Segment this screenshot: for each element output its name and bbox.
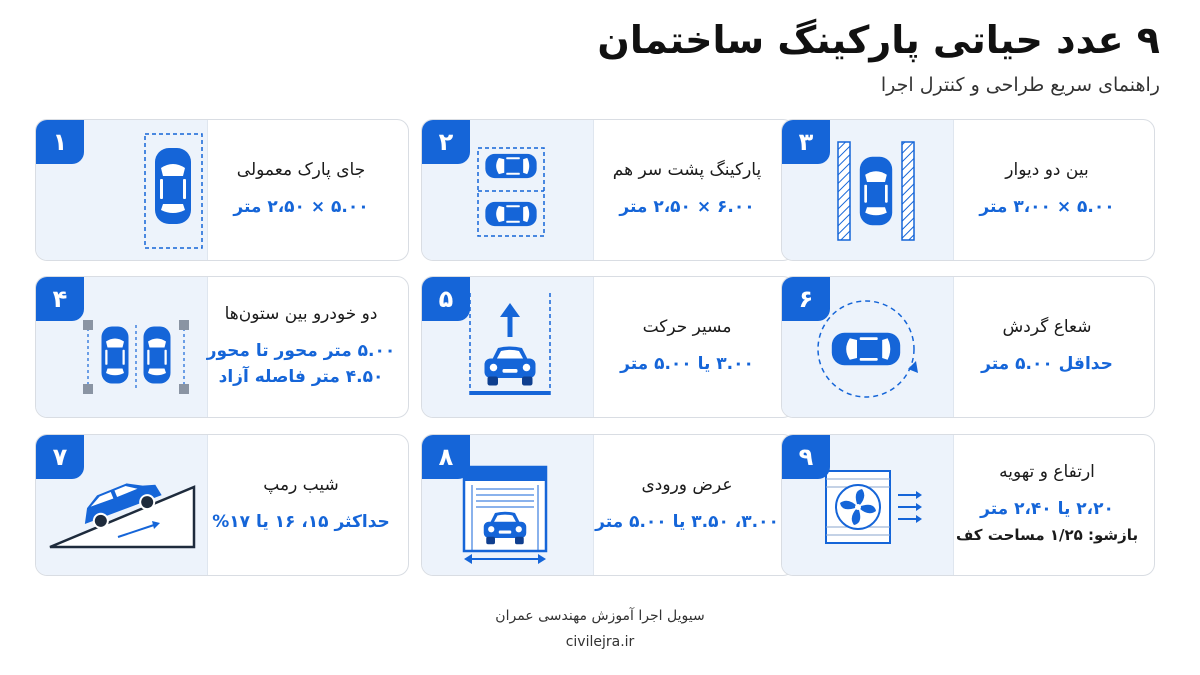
card-title: ارتفاع و تهویه (999, 462, 1095, 482)
footer-website-link[interactable]: civilejra.ir (565, 634, 635, 650)
card-number-badge: ۲ (422, 120, 470, 164)
card-title: دو خودرو بین ستون‌ها (224, 304, 378, 324)
card-value: ۲،۲۰ یا ۲،۴۰ متر (980, 499, 1114, 519)
card-value: ۵.۰۰ × ۲،۵۰ متر (233, 197, 369, 217)
card-title: پارکینگ پشت سر هم (612, 160, 762, 180)
card-number-badge: ۵ (422, 277, 470, 321)
card-number-badge: ۶ (782, 277, 830, 321)
card-title: عرض ورودی (641, 475, 733, 495)
card-1 (35, 119, 409, 261)
card-value-secondary: بازشو: ۱/۲۵ مساحت کف (955, 526, 1139, 544)
card-value: ۶.۰۰ × ۲،۵۰ متر (619, 197, 755, 217)
card-number-badge: ۸ (422, 435, 470, 479)
card-title: شعاع گردش (1002, 317, 1092, 337)
card-title: بین دو دیوار (1005, 160, 1089, 180)
card-title: شیب رمپ (263, 475, 339, 495)
card-number-badge: ۴ (36, 277, 84, 321)
card-number-badge: ۱ (36, 120, 84, 164)
page-subtitle: راهنمای سریع طراحی و کنترل اجرا (880, 74, 1160, 96)
card-value: ۵.۰۰ × ۳،۰۰ متر (979, 197, 1115, 217)
card-value: حداکثر ۱۵، ۱۶ یا ۱۷% (212, 512, 390, 532)
card-value-secondary: ۴.۵۰ متر فاصله آزاد (218, 367, 384, 387)
card-6 (781, 276, 1155, 418)
footer-brand: سیویل اجرا آموزش مهندسی عمران (495, 608, 705, 624)
card-value: ۳.۰۰، ۳.۵۰ یا ۵.۰۰ متر (595, 512, 779, 532)
card-7 (35, 434, 409, 576)
card-value: ۵.۰۰ متر محور تا محور (206, 341, 396, 361)
card-number-badge: ۷ (36, 435, 84, 479)
card-value: ۳.۰۰ یا ۵.۰۰ متر (620, 354, 754, 374)
card-title: جای پارک معمولی (236, 160, 366, 180)
card-title: مسیر حرکت (642, 317, 732, 337)
card-8 (421, 434, 795, 576)
card-3 (781, 119, 1155, 261)
card-9 (781, 434, 1155, 576)
card-5 (421, 276, 795, 418)
page-title: ۹ عدد حیاتی پارکینگ ساختمان (597, 18, 1160, 62)
card-2 (421, 119, 795, 261)
card-number-badge: ۹ (782, 435, 830, 479)
card-value: حداقل ۵.۰۰ متر (981, 354, 1113, 374)
card-4 (35, 276, 409, 418)
header (560, 14, 1160, 104)
card-number-badge: ۳ (782, 120, 830, 164)
